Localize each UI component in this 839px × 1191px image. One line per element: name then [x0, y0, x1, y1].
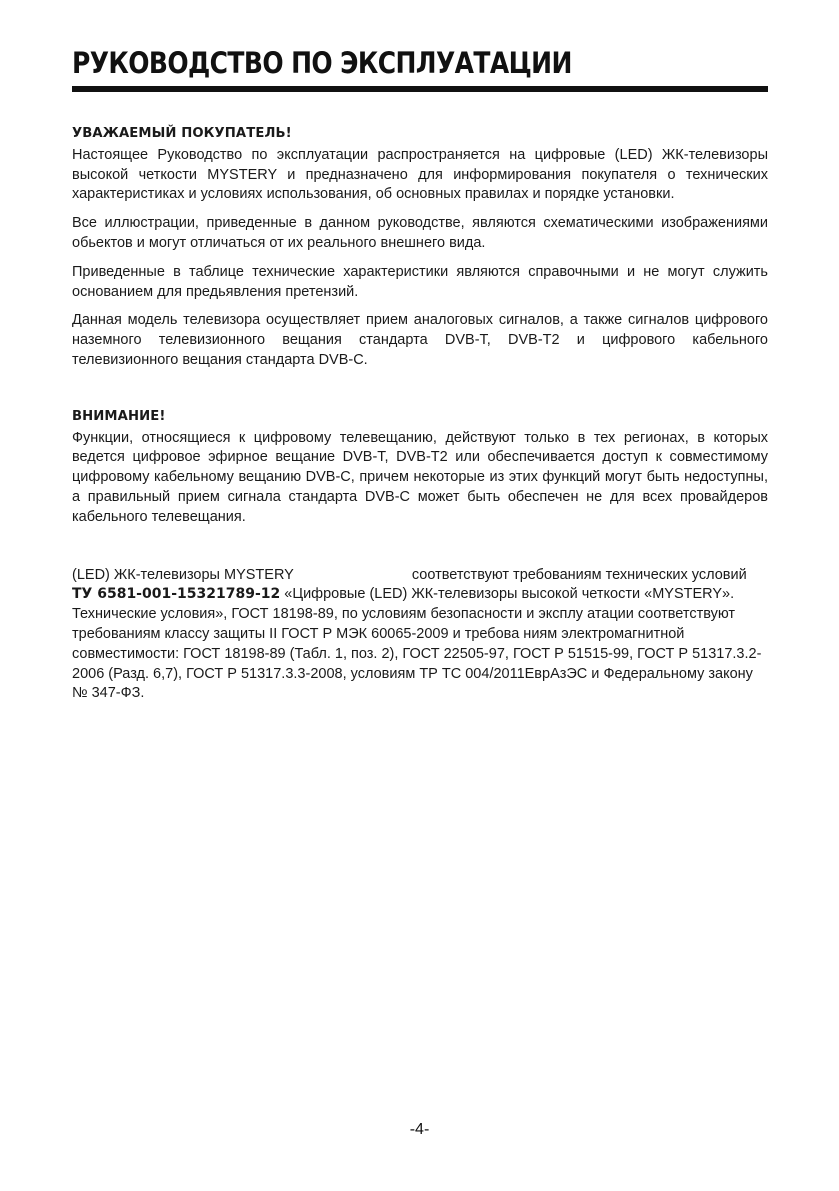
title-rule	[72, 86, 768, 92]
compliance-text-3: условий	[691, 566, 747, 583]
attention-section	[72, 407, 768, 528]
signals-paragraph: Данная модель телевизора осуществляет прием аналоговых сигналов, а также сигналов цифрового наземного телевизионного вещания стандарта DVB-T, DVB-T2 и цифрового кабельного телевизионного вещания стандарта DVB-C.	[72, 312, 768, 368]
spec-number: ТУ 6581-001-15321789-12	[72, 586, 281, 603]
compliance-paragraph	[72, 566, 768, 705]
compliance-text-2: соответствуют требованиям технических	[411, 566, 688, 583]
compliance-text-1: (LED) ЖК-телевизоры MYSTERY	[72, 566, 294, 583]
attention-heading: ВНИМАНИЕ!	[72, 408, 166, 424]
compliance-section	[72, 566, 768, 705]
document-body	[72, 124, 768, 704]
intro-heading: УВАЖАЕМЫЙ ПОКУПАТЕЛЬ!	[72, 126, 292, 141]
attention-paragraph: Функции, относящиеся к цифровому телевещанию, действуют только в тех регионах, в которых ведется цифровое эфирное вещание DVB-T, DVB-T2 или обеспечивается доступ к совместимому цифровому кабельному вещанию DVB-C, причем некоторые из этих функций могут быть недоступны, а правильный прием сигнала стандарта DVB-C может быть обеспечен не для всех провайдеров кабельного телевещания.	[72, 429, 768, 525]
intro-paragraph: Настоящее Руководство по эксплуатации распространяется на цифровые (LED) ЖК-телевизоры высокой четкости MYSTERY и предназначено для информирования покупателя о технических характеристиках и условиях использования, об основных правилах и порядке установки.	[72, 146, 768, 203]
page-number: -4-	[409, 1121, 430, 1138]
compliance-text-4: «Цифровые (LED) ЖК-телевизоры высокой четкости «MYSTERY». Технические условия», ГОСТ 18198-89, по условиям безопасности и эксплу атации соответствуют требованиям классу защиты II ГОСТ Р МЭК 60065-2009 и требова ниям электромагнитной совместимости: ГОСТ 18198-89 (Табл. 1, поз. 2), ГОСТ 22505-97, ГОСТ Р 51515-99, ГОСТ Р 51317.3.2-2006 (Разд. 6,7), ГОСТ Р 51317.3.3-2008, условиям ТР ТС 004/2011ЕврАзЭС и Федеральному закону № 347-ФЗ.	[72, 586, 762, 702]
specs-paragraph: Приведенные в таблице технические характеристики являются справочными и не могут служить основанием для предьявления претензий.	[72, 263, 768, 300]
illustrations-paragraph: Все иллюстрации, приведенные в данном руководстве, являются схематическими изображениями обьектов и могут отличаться от их реального внешнего вида.	[72, 215, 768, 251]
page-title: РУКОВОДСТВО ПО ЭКСПЛУАТАЦИИ	[72, 46, 572, 81]
intro-section	[72, 124, 768, 371]
